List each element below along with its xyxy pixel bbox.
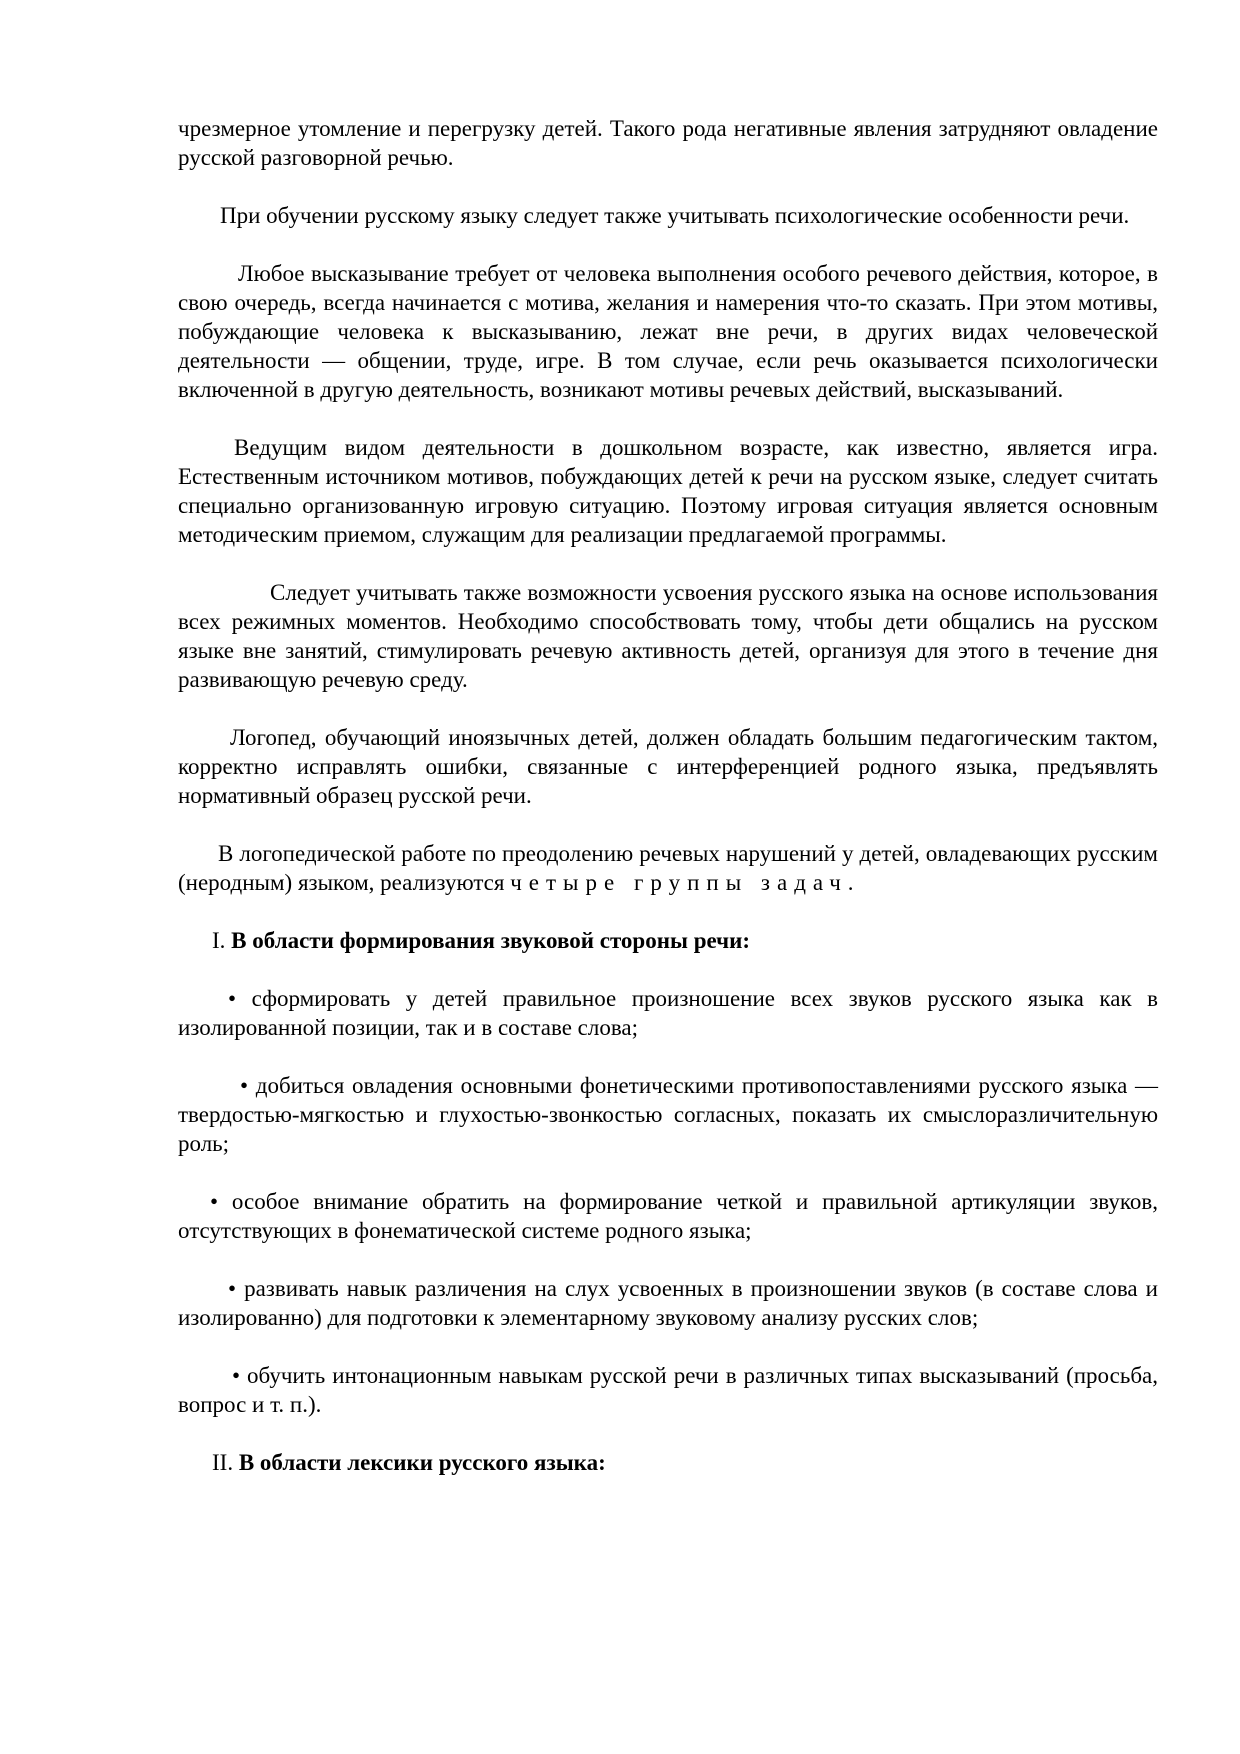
tasks-paragraph-text: В логопедической работе по преодолению речевых нарушений у детей, овладевающих русским (неродным) языком, реализуются [178, 841, 1158, 895]
paragraph-5: Следует учитывать также возможности усвоения русского языка на основе использования всех режимных моментов. Необходимо способствовать тому, чтобы дети общались на русском языке вне занятий, стимулировать речевую активность детей, организуя для этого в течение дня развивающую речевую среду. [178, 580, 1158, 692]
section-1-title: В области формирования звуковой стороны речи: [231, 928, 750, 953]
bullet-3: • особое внимание обратить на формирование четкой и правильной артикуляции звуков, отсутствующих в фонематической системе родного языка; [178, 1189, 1158, 1243]
section-2-title: В области лексики русского языка: [238, 1450, 606, 1475]
paragraph-3: Любое высказывание требует от человека выполнения особого речевого действия, которое, в свою очередь, всегда начинается с мотива, желания и намерения что-то сказать. При этом мотивы, побуждающие человека к высказыванию, лежат вне речи, в других видах человеческой деятельности — общении, труде, игре. В том случае, если речь оказывается психологически включенной в другую деятельность, возникают мотивы речевых действий, высказываний. [178, 261, 1158, 402]
tasks-paragraph-spaced: четыре группы задач. [510, 870, 861, 895]
bullet-1: • сформировать у детей правильное произношение всех звуков русского языка как в изолированной позиции, так и в составе слова; [178, 986, 1158, 1040]
bullet-5: • обучить интонационным навыкам русской речи в различных типах высказываний (просьба, вопрос и т. п.). [178, 1363, 1158, 1417]
paragraph-2: При обучении русскому языку следует также учитывать психологические особенности речи. [220, 203, 1130, 228]
paragraph-4: Ведущим видом деятельности в дошкольном возрасте, как известно, является игра. Естественным источником мотивов, побуждающих детей к речи на русском языке, следует считать специально организованную игровую ситуацию. Поэтому игровая ситуация является основным методическим приемом, служащим для реализации предлагаемой программы. [178, 435, 1158, 547]
section-2-heading [178, 1448, 1158, 1477]
bullet-4: • развивать навык различения на слух усвоенных в произношении звуков (в составе слова и изолированно) для подготовки к элементарному звуковому анализу русских слов; [178, 1276, 1158, 1330]
paragraph-1: чрезмерное утомление и перегрузку детей. Такого рода негативные явления затрудняют овладение русской разговорной речью. [178, 116, 1158, 170]
section-1-numeral: I. [212, 928, 226, 953]
paragraph-6: Логопед, обучающий иноязычных детей, должен обладать большим педагогическим тактом, корректно исправлять ошибки, связанные с интерференцией родного языка, предъявлять нормативный образец русской речи. [178, 725, 1158, 808]
tasks-paragraph [178, 839, 1158, 897]
document-page [178, 114, 1158, 1477]
section-2-numeral: II. [212, 1450, 234, 1475]
section-1-heading [178, 926, 1158, 955]
bullet-2: • добиться овладения основными фонетическими противопоставлениями русского языка — твердостью-мягкостью и глухостью-звонкостью согласных, показать их смыслоразличительную роль; [178, 1073, 1158, 1156]
